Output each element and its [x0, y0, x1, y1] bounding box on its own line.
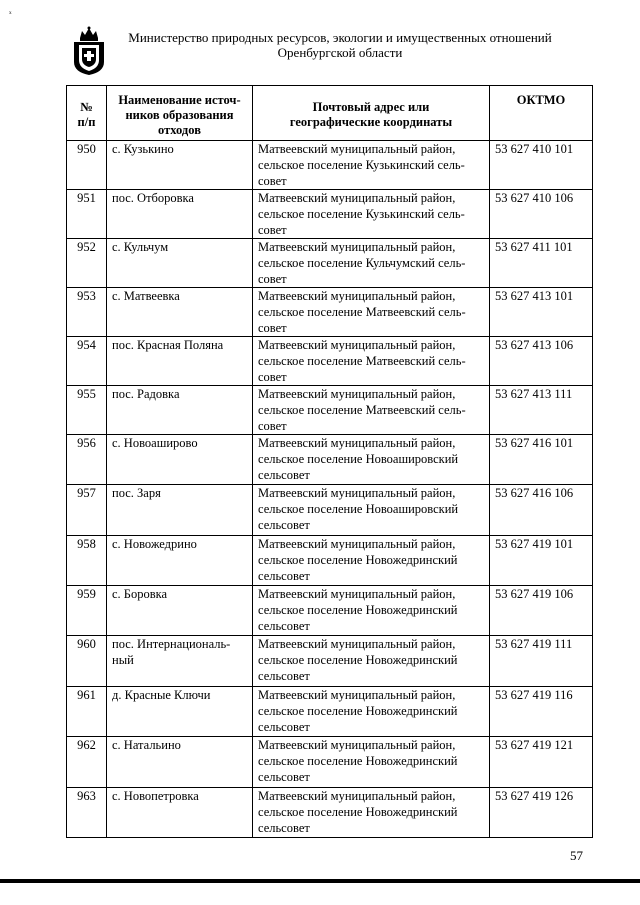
address-cell	[253, 737, 490, 788]
table-row	[67, 239, 593, 288]
table-row	[67, 190, 593, 239]
row-number: 951	[77, 191, 96, 205]
source-name-line: с. Новожедрино	[112, 537, 197, 551]
table-row	[67, 337, 593, 386]
source-name-line: пос. Красная Поляна	[112, 338, 224, 352]
oktmo-code: 53 627 419 126	[495, 789, 574, 803]
address-line: сельское поселение Новожедринский	[258, 553, 458, 567]
source-name-cell	[107, 141, 253, 190]
address-line: сельское поселение Новоашировский	[258, 502, 459, 516]
row-number-cell	[67, 687, 107, 737]
address-line: Матвеевский муниципальный район,	[258, 637, 456, 651]
table-row	[67, 586, 593, 636]
page-corner-mark: ₓ	[9, 5, 12, 15]
row-number: 962	[77, 738, 96, 752]
address-line: Матвеевский муниципальный район,	[258, 537, 456, 551]
column-header-oktmo	[490, 86, 593, 141]
oktmo-code: 53 627 413 101	[495, 289, 574, 303]
address-line: сельское поселение Новожедринский	[258, 603, 458, 617]
table-row	[67, 536, 593, 586]
source-name-line: с. Натальино	[112, 738, 181, 752]
address-line: сельское поселение Кузькинский сель-	[258, 158, 465, 172]
source-name-line: с. Новопетровка	[112, 789, 199, 803]
address-cell	[253, 141, 490, 190]
address-line: совет	[258, 321, 287, 335]
oktmo-code: 53 627 419 121	[495, 738, 574, 752]
oktmo-code: 53 627 410 101	[495, 142, 574, 156]
row-number: 961	[77, 688, 96, 702]
address-line: сельское поселение Кульчумский сель-	[258, 256, 466, 270]
row-number: 957	[77, 486, 96, 500]
header-text: Почтовый адрес или	[312, 100, 430, 114]
row-number: 950	[77, 142, 96, 156]
address-line: сельское поселение Кузькинский сель-	[258, 207, 465, 221]
row-number: 959	[77, 587, 96, 601]
address-line: Матвеевский муниципальный район,	[258, 688, 456, 702]
oktmo-code: 53 627 413 106	[495, 338, 574, 352]
row-number: 963	[77, 789, 96, 803]
source-name-line: д. Красные Ключи	[112, 688, 211, 702]
address-line: сельское поселение Матвеевский сель-	[258, 305, 466, 319]
address-cell	[253, 239, 490, 288]
oktmo-code: 53 627 419 116	[495, 688, 573, 702]
address-line: Матвеевский муниципальный район,	[258, 338, 456, 352]
row-number-cell	[67, 141, 107, 190]
source-name-cell	[107, 288, 253, 337]
coat-of-arms-icon	[72, 26, 106, 76]
row-number: 953	[77, 289, 96, 303]
address-line: Матвеевский муниципальный район,	[258, 436, 456, 450]
row-number-cell	[67, 435, 107, 485]
source-name-cell	[107, 636, 253, 687]
oktmo-cell	[490, 737, 593, 788]
table-row	[67, 141, 593, 190]
source-name-cell	[107, 239, 253, 288]
oktmo-cell	[490, 190, 593, 239]
oktmo-cell	[490, 386, 593, 435]
oktmo-cell	[490, 239, 593, 288]
address-line: сельское поселение Матвеевский сель-	[258, 354, 466, 368]
address-cell	[253, 337, 490, 386]
address-line: сельское поселение Новожедринский	[258, 653, 458, 667]
address-line: совет	[258, 223, 287, 237]
address-line: Матвеевский муниципальный район,	[258, 289, 456, 303]
source-name-line: с. Кузькино	[112, 142, 174, 156]
address-cell	[253, 687, 490, 737]
address-line: Матвеевский муниципальный район,	[258, 486, 456, 500]
address-line: совет	[258, 272, 287, 286]
row-number: 952	[77, 240, 96, 254]
row-number-cell	[67, 737, 107, 788]
address-line: сельсовет	[258, 821, 310, 835]
header-text: отходов	[158, 122, 201, 137]
source-name-cell	[107, 386, 253, 435]
row-number: 956	[77, 436, 96, 450]
address-line: сельское поселение Матвеевский сель-	[258, 403, 466, 417]
address-line: сельсовет	[258, 569, 310, 583]
row-number-cell	[67, 485, 107, 536]
table-row	[67, 737, 593, 788]
address-line: сельсовет	[258, 720, 310, 734]
address-line: сельское поселение Новожедринский	[258, 704, 458, 718]
page-number: 57	[570, 848, 583, 863]
oktmo-cell	[490, 687, 593, 737]
source-name-line: пос. Радовка	[112, 387, 180, 401]
oktmo-cell	[490, 337, 593, 386]
address-cell	[253, 435, 490, 485]
footer-rule	[0, 879, 640, 883]
header-text: ников образования	[125, 107, 234, 122]
address-line: Матвеевский муниципальный район,	[258, 191, 456, 205]
address-line: Матвеевский муниципальный район,	[258, 738, 456, 752]
row-number-cell	[67, 190, 107, 239]
waste-sources-table	[66, 85, 593, 838]
address-line: сельсовет	[258, 468, 310, 482]
source-name-line: с. Боровка	[112, 587, 168, 601]
table-row	[67, 288, 593, 337]
row-number-cell	[67, 636, 107, 687]
header-text: географические координаты	[289, 115, 453, 129]
address-line: сельсовет	[258, 619, 310, 633]
address-cell	[253, 288, 490, 337]
oktmo-cell	[490, 636, 593, 687]
address-cell	[253, 190, 490, 239]
oktmo-code: 53 627 411 101	[495, 240, 573, 254]
oktmo-cell	[490, 536, 593, 586]
address-line: Матвеевский муниципальный район,	[258, 587, 456, 601]
address-line: сельсовет	[258, 669, 310, 683]
oktmo-code: 53 627 419 111	[495, 637, 573, 651]
row-number: 954	[77, 338, 96, 352]
header-text: Наименование источ-	[118, 92, 241, 107]
row-number: 960	[77, 637, 96, 651]
row-number: 955	[77, 387, 96, 401]
oktmo-cell	[490, 435, 593, 485]
source-name-cell	[107, 687, 253, 737]
address-cell	[253, 586, 490, 636]
header-text: ОКТМО	[516, 93, 566, 107]
row-number-cell	[67, 288, 107, 337]
address-cell	[253, 788, 490, 838]
address-line: совет	[258, 370, 287, 384]
row-number-cell	[67, 788, 107, 838]
address-cell	[253, 386, 490, 435]
address-line: Матвеевский муниципальный район,	[258, 240, 456, 254]
source-name-line: ный	[112, 653, 134, 667]
row-number-cell	[67, 536, 107, 586]
row-number-cell	[67, 337, 107, 386]
address-line: Матвеевский муниципальный район,	[258, 789, 456, 803]
oktmo-code: 53 627 416 101	[495, 436, 574, 450]
address-line: сельское поселение Новожедринский	[258, 754, 458, 768]
source-name-cell	[107, 190, 253, 239]
oktmo-cell	[490, 288, 593, 337]
ministry-name-line2: Оренбургской области	[277, 45, 403, 60]
ministry-header	[120, 30, 560, 60]
address-cell	[253, 485, 490, 536]
source-name-cell	[107, 536, 253, 586]
source-name-line: пос. Заря	[112, 486, 161, 500]
address-line: сельсовет	[258, 770, 310, 784]
source-name-line: с. Новоаширово	[112, 436, 198, 450]
address-cell	[253, 536, 490, 586]
address-line: сельсовет	[258, 518, 310, 532]
row-number: 958	[77, 537, 96, 551]
source-name-cell	[107, 435, 253, 485]
source-name-line: пос. Интернациональ-	[112, 637, 231, 651]
source-name-line: пос. Отборовка	[112, 191, 194, 205]
source-name-cell	[107, 788, 253, 838]
table-row	[67, 435, 593, 485]
address-line: сельское поселение Новоашировский	[258, 452, 459, 466]
source-name-cell	[107, 737, 253, 788]
header-text: №	[80, 100, 93, 114]
table-header-row	[67, 86, 593, 141]
row-number-cell	[67, 586, 107, 636]
row-number-cell	[67, 386, 107, 435]
source-name-cell	[107, 485, 253, 536]
oktmo-code: 53 627 419 101	[495, 537, 574, 551]
source-name-cell	[107, 337, 253, 386]
oktmo-cell	[490, 141, 593, 190]
source-name-line: с. Матвеевка	[112, 289, 180, 303]
column-header-number	[67, 86, 107, 141]
oktmo-cell	[490, 485, 593, 536]
oktmo-code: 53 627 419 106	[495, 587, 574, 601]
ministry-name-line1: Министерство природных ресурсов, экологии и имущественных отношений	[128, 30, 552, 45]
address-line: сельское поселение Новожедринский	[258, 805, 458, 819]
column-header-address	[253, 86, 490, 141]
row-number-cell	[67, 239, 107, 288]
oktmo-cell	[490, 586, 593, 636]
oktmo-code: 53 627 413 111	[495, 387, 573, 401]
table-row	[67, 636, 593, 687]
address-line: совет	[258, 174, 287, 188]
table-row	[67, 386, 593, 435]
address-line: Матвеевский муниципальный район,	[258, 387, 456, 401]
table-row	[67, 485, 593, 536]
column-header-name	[107, 86, 253, 141]
source-name-cell	[107, 586, 253, 636]
address-cell	[253, 636, 490, 687]
table-row	[67, 687, 593, 737]
oktmo-cell	[490, 788, 593, 838]
oktmo-code: 53 627 410 106	[495, 191, 574, 205]
source-name-line: с. Кульчум	[112, 240, 169, 254]
address-line: Матвеевский муниципальный район,	[258, 142, 456, 156]
address-line: совет	[258, 419, 287, 433]
oktmo-code: 53 627 416 106	[495, 486, 574, 500]
table-row	[67, 788, 593, 838]
header-text: п/п	[77, 115, 96, 129]
